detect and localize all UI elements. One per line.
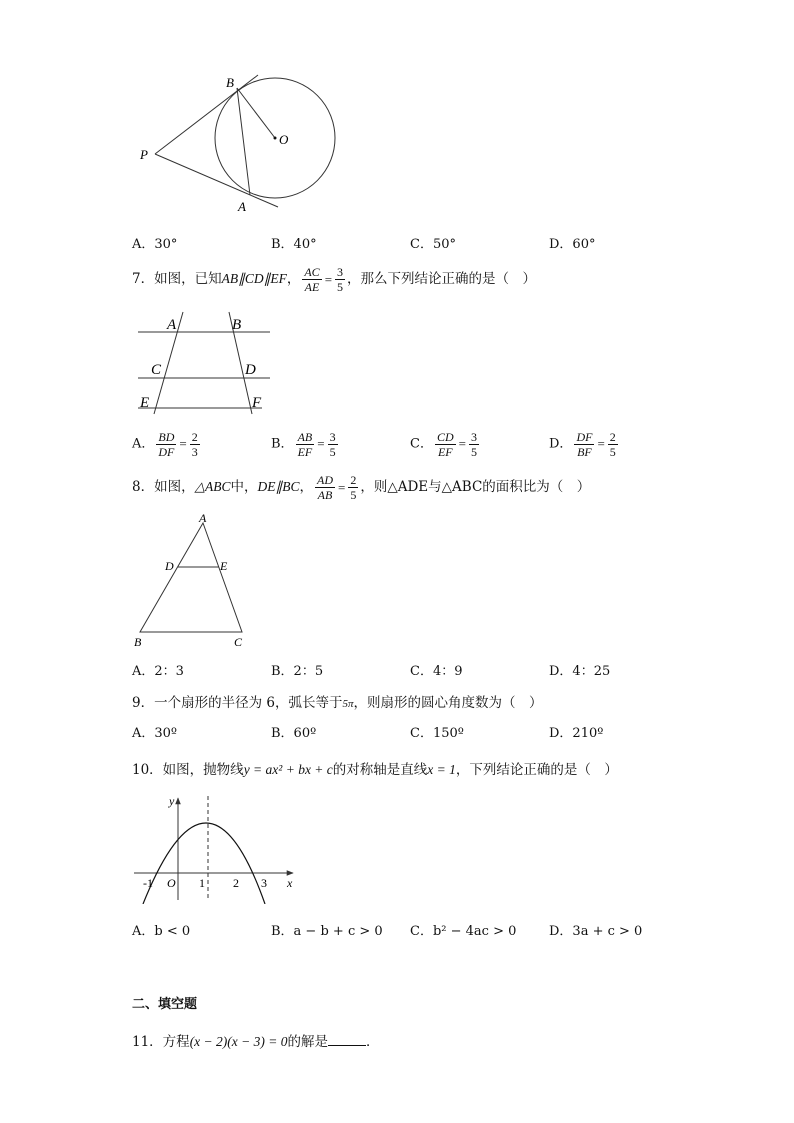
label-o: O	[279, 132, 289, 147]
label-d: D	[165, 559, 174, 573]
q8-prefix: 8．如图，	[132, 479, 195, 495]
q7-frac-rhs	[335, 265, 345, 294]
q6-option-d[interactable]: D．60°	[549, 237, 596, 252]
label-d: D	[245, 362, 256, 378]
label-e: E	[140, 395, 150, 411]
triangle-abc	[140, 523, 242, 632]
q8-option-b[interactable]: B．2：5	[271, 664, 324, 679]
q10-option-a[interactable]: A．b < 0	[132, 924, 191, 939]
label-x: x	[287, 876, 293, 890]
q7-fraction	[302, 265, 321, 294]
q8-sep: ，	[299, 479, 313, 495]
q7-frac-num: AC	[304, 265, 320, 279]
tick-3: 3	[261, 876, 267, 890]
label-b: B	[232, 317, 242, 333]
q9-arc-length: 5π	[342, 698, 354, 710]
tangent-pb	[155, 75, 258, 154]
tick-2: 2	[233, 876, 239, 890]
q9-question: 9．一个扇形的半径为 6，弧长等于5π，则扇形的圆心角度数为（ ）	[132, 695, 543, 711]
q11-equation: (x − 2)(x − 3) = 0	[189, 1034, 288, 1049]
q8-option-c[interactable]: C．4：9	[410, 664, 463, 679]
q9-option-a[interactable]: A．30º	[132, 726, 178, 741]
q7-condition: AB∥CD∥EF	[221, 271, 287, 286]
figure-triangle	[130, 510, 250, 652]
q7-option-d[interactable]: D． $\frac{DF}{BF}$ = $\frac{2}{5}$	[549, 429, 616, 459]
q11-question: 11．方程(x − 2)(x − 3) = 0的解是 ．	[132, 1034, 380, 1050]
q6-option-a[interactable]: A．30°	[132, 237, 178, 252]
q7-frac-den: AE	[304, 280, 320, 294]
label-origin: O	[167, 876, 176, 890]
q10-question: 10．如图，抛物线y = ax² + bx + c的对称轴是直线x = 1，下列结论正确的是（ ）	[132, 762, 618, 778]
q7-sep: ，	[286, 271, 301, 287]
q7-option-a[interactable]: A． $\frac{BD}{DF}$ = $\frac{2}{3}$	[132, 429, 198, 459]
parabola-curve	[143, 823, 265, 904]
figure-parabola	[130, 792, 305, 904]
label-p: P	[140, 147, 148, 162]
figure-circle-tangents	[130, 65, 350, 220]
label-f: F	[252, 395, 262, 411]
q10-option-c[interactable]: C．b² − 4ac > 0	[410, 924, 517, 939]
tick-minus-1: -1	[143, 876, 153, 890]
q8-mid: 中，	[230, 479, 258, 495]
label-a: A	[199, 511, 207, 525]
figure-parallel-lines	[132, 308, 277, 418]
q8-condition: DE∥BC	[257, 479, 300, 494]
q7-prefix: 7．如图，已知	[132, 271, 222, 287]
q8-question: 8．如图，△ABC中，DE∥BC， $\frac{AD}{AB}$ = $\frac{2}{5}$ ，则△ADE与△ABC的面积比为（ ）	[132, 473, 591, 502]
section-title-fill-in: 二、填空题	[132, 997, 198, 1012]
q9-option-d[interactable]: D．210º	[549, 726, 604, 741]
radius-ob	[237, 88, 275, 138]
q8-option-d[interactable]: D．4：25	[549, 664, 611, 679]
q10-option-d[interactable]: D．3a + c > 0	[549, 924, 643, 939]
tick-1: 1	[199, 876, 205, 890]
q9-option-c[interactable]: C．150º	[410, 726, 464, 741]
q7-option-c[interactable]: C． $\frac{CD}{EF}$ = $\frac{3}{5}$	[410, 429, 477, 459]
q8-fraction: $\frac{AD}{AB}$	[316, 473, 333, 502]
label-c: C	[151, 362, 162, 378]
q8-triangle: △ABC	[194, 479, 231, 494]
q10-equation: y = ax² + bx + c	[243, 762, 333, 777]
label-b: B	[226, 75, 234, 90]
label-b: B	[134, 635, 142, 649]
q6-option-c[interactable]: C．50°	[410, 237, 456, 252]
q8-option-a[interactable]: A．2：3	[132, 664, 184, 679]
q10-option-b[interactable]: B．a − b + c > 0	[271, 924, 383, 939]
q10-axis: x = 1	[427, 762, 456, 777]
label-y: y	[169, 794, 175, 808]
q6-option-b[interactable]: B．40°	[271, 237, 317, 252]
chord-ba	[237, 88, 250, 195]
q9-option-b[interactable]: B．60º	[271, 726, 317, 741]
q8-suffix: ，则△ADE与△ABC的面积比为（ ）	[360, 479, 591, 495]
q7-rhs-den: 5	[337, 280, 344, 294]
q7-suffix: ，那么下列结论正确的是（ ）	[347, 271, 537, 287]
label-a: A	[167, 317, 177, 333]
tangent-pa	[155, 154, 278, 207]
label-c: C	[234, 635, 243, 649]
q8-frac-rhs: $\frac{2}{5}$	[350, 473, 357, 502]
q7-option-b[interactable]: B． $\frac{AB}{EF}$ = $\frac{3}{5}$	[271, 429, 336, 459]
center-point	[274, 137, 277, 140]
q11-answer-blank[interactable]	[328, 1033, 366, 1046]
q7-question: 7．如图，已知AB∥CD∥EF， $\frac{AC}{AE}$ = $\frac{3}{5}$ ，那么下列结论正确的是（ ）	[132, 265, 537, 294]
label-e: E	[220, 559, 228, 573]
q7-rhs-num: 3	[337, 265, 344, 279]
label-a: A	[238, 199, 246, 214]
